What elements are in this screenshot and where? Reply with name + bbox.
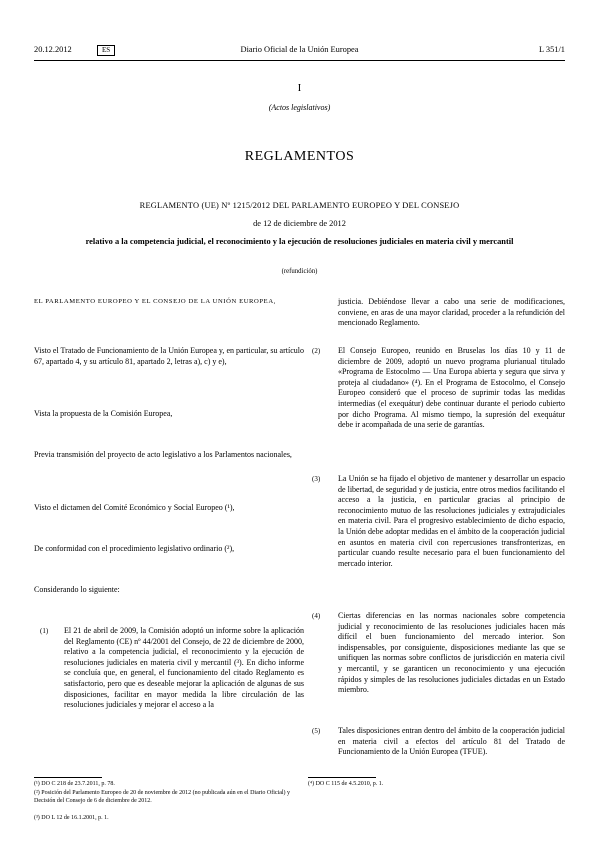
- citation-transmission: Previa transmisión del proyecto de acto legislativo a los Parlamentos nacionales,: [34, 450, 292, 459]
- footnote: (²) Posición del Parlamento Europeo de 20 de noviembre de 2012 (no publicada aún en el Diario Oficial) y Decisión del Consejo de 6 de diciembre de 2012.: [34, 790, 291, 804]
- recital-number: (3): [312, 475, 321, 483]
- citation-procedure: De conformidad con el procedimiento legislativo ordinario (²),: [34, 544, 235, 553]
- footnote: (⁴) DO C 115 de 4.5.2010, p. 1.: [308, 781, 384, 787]
- footnote: (³) DO L 12 de 16.1.2001, p. 1.: [34, 815, 109, 821]
- regulation-subject: relativo a la competencia judicial, el reconocimiento y la ejecución de resoluciones judiciales en materia civil y mercantil: [85, 237, 514, 246]
- section-number: I: [297, 82, 302, 94]
- recital-text: El 21 de abril de 2009, la Comisión adoptó un informe sobre la aplicación del Reglamento (CE) nº 44/2001 del Consejo, de 22 de diciembre de 2000, relativo a la competencia judicial, el reconocimiento y la ejecución de resoluciones judiciales en materia civil y mercantil (³). En dicho informe se concluía que, en general, el funcionamiento del citado Reglamento es satisfactorio, pero que es deseable mejorar la aplicación de algunas de sus disposiciones, facilitar en mayor medida la libre circulación de las resoluciones judiciales y mejorar el acceso a la: [64, 626, 304, 710]
- recital-text: El Consejo Europeo, reunido en Bruselas los días 10 y 11 de diciembre de 2009, adoptó un nuevo programa plurianual titulado «Programa de Estocolmo — Una Europa abierta y segura que sirva y proteja al ciudadano» (⁴). En el Programa de Estocolmo, el Consejo Europeo consideró que el proceso de suprimir todas las medidas intermedias (el exequátur) debe continuar durante el periodo cubierto por dicho Programa. Al mismo tiempo, la supresión del exequátur debe ir acompañada de una serie de garantías.: [338, 346, 565, 430]
- footnote-rule: [34, 777, 102, 778]
- authority-line: EL PARLAMENTO EUROPEO Y EL CONSEJO DE LA UNIÓN EUROPEA,: [34, 298, 276, 305]
- recital-text: Tales disposiciones entran dentro del ámbito de la cooperación judicial en materia civil a efectos del artículo 81 del Tratado de Funcionamiento de la Unión Europea (TFUE).: [338, 726, 565, 757]
- header-rule: [34, 60, 565, 61]
- section-subtitle: (Actos legislativos): [268, 103, 331, 112]
- journal-name: Diario Oficial de la Unión Europea: [240, 45, 359, 54]
- recital-number: (5): [312, 727, 321, 735]
- citation-opinion: Visto el dictamen del Comité Económico y Social Europeo (¹),: [34, 503, 235, 512]
- regulation-date: de 12 de diciembre de 2012: [253, 219, 346, 228]
- page-reference: L 351/1: [539, 45, 565, 54]
- citation-treaty: Visto el Tratado de Funcionamiento de la Unión Europea y, en particular, su artículo 67, apartado 4, y su artículo 81, apartado 2, letras a), c) y e),: [34, 346, 304, 366]
- recital-number: (4): [312, 612, 321, 620]
- regulation-title: REGLAMENTO (UE) Nº 1215/2012 DEL PARLAMENTO EUROPEO Y DEL CONSEJO: [139, 201, 460, 210]
- citation-proposal: Vista la propuesta de la Comisión Europea,: [34, 409, 173, 418]
- publication-date: 20.12.2012: [34, 45, 72, 54]
- recital-text: La Unión se ha fijado el objetivo de mantener y desarrollar un espacio de libertad, de seguridad y de justicia, entre otros medios facilitando el acceso a la justicia, en particular gracias al principio de reconocimiento mutuo de las resoluciones judiciales y extrajudiciales en materia civil. Para el progresivo establecimiento de dicho espacio, la Unión debe adoptar medidas en el ámbito de la cooperación judicial en asuntos en materia civil con repercusiones transfronterizas, en particular cuando resulte necesario para el buen funcionamiento del mercado interior.: [338, 474, 565, 568]
- section-heading: REGLAMENTOS: [244, 149, 355, 164]
- language-badge: ES: [97, 45, 115, 56]
- recital-text: Ciertas diferencias en las normas nacionales sobre competencia judicial y reconocimiento de las resoluciones judiciales hacen más difícil el buen funcionamiento del mercado interior. Son indispensables, por consiguiente, disposiciones mediante las que se unifiquen las normas sobre conflictos de jurisdicción en materia civil y mercantil, y se garanticen un reconocimiento y una ejecución rápidos y simples de las resoluciones judiciales dictadas en un Estado miembro.: [338, 611, 565, 695]
- recast-label: (refundición): [281, 268, 318, 275]
- footnote-rule: [308, 777, 376, 778]
- page-header: [34, 45, 565, 61]
- considering-heading: Considerando lo siguiente:: [34, 585, 120, 594]
- recital-number: (1): [40, 627, 49, 635]
- recital-number: (2): [312, 347, 321, 355]
- footnote: (¹) DO C 218 de 23.7.2011, p. 78.: [34, 781, 115, 787]
- recital-continuation: justicia. Debiéndose llevar a cabo una serie de modificaciones, conviene, en aras de una mayor claridad, proceder a la refundición del mencionado Reglamento.: [338, 297, 565, 328]
